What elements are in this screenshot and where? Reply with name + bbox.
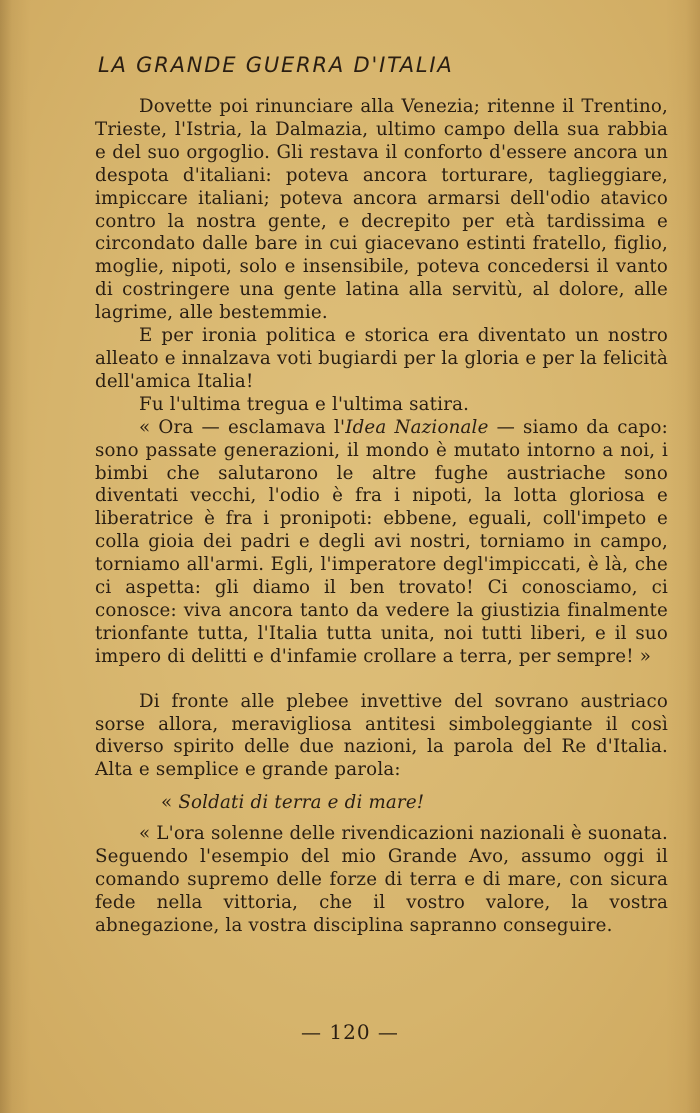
body-text bbox=[95, 96, 668, 938]
paragraph-2: E per ironia politica e storica era diventato un nostro alleato e innalzava voti bugiardi per la gloria e per la felicità dell'amica Italia! bbox=[95, 325, 668, 392]
proclamation-address bbox=[95, 792, 668, 815]
paragraph-1: Dovette poi rinunciare alla Venezia; ritenne il Trentino, Trieste, l'Istria, la Dalmazia, ultimo campo della sua rabbia e del suo orgoglio. Gli restava il conforto d'essere ancora un despota d'italiani: poteva ancora torturare, taglieggiare, impiccare italiani; poteva ancora armarsi dell'odio atavico contro la nostra gente, e decrepito per età tardissima e circondato dalle bare in cui giacevano estinti fratello, figlio, moglie, nipoti, solo e insensibile, poteva concedersi il vanto di costringere una gente latina alla servitù, al dolore, alle lagrime, alle bestemmie. bbox=[95, 96, 668, 324]
paragraph-3: Fu l'ultima tregua e l'ultima satira. bbox=[139, 393, 470, 415]
source-title: Idea Nazionale bbox=[345, 416, 489, 438]
page-number: — 120 — bbox=[301, 1020, 399, 1044]
address-quote-mark: « bbox=[161, 792, 179, 814]
address-text: Soldati di terra e di mare! bbox=[178, 792, 425, 814]
quotation-body: — siamo da capo: sono passate generazioni, il mondo è mutato intorno a noi, i bimbi che salutarono le altre fughe austriache sono diventati vecchi, l'odio è fra i nipoti, la lotta gloriosa e liberatrice è fra i pronipoti: ebbene, eguali, coll'impeto e colla gioia dei padri e degli avi nostri, torniamo in campo, torniamo all'armi. Egli, l'imperatore degl'impiccati, è là, che ci aspetta: gli diamo il ben trovato! Ci conosciamo, ci conosce: viva ancora tanto da vedere la giustizia finalmente trionfante tutta, l'Italia tutta unita, noi tutti liberi, e il suo impero di delitti e d'infamie crollare a terra, per sempre! » bbox=[95, 416, 668, 667]
quotation-opening: « Ora — esclamava l' bbox=[139, 416, 346, 438]
running-title: LA GRANDE GUERRA D'ITALIA bbox=[98, 53, 454, 77]
paragraph-proclamation: « L'ora solenne delle rivendicazioni nazionali è suonata. Seguendo l'esempio del mio Grande Avo, assumo oggi il comando supremo delle forze di terra e di mare, con sicura fede nella vittoria, che il vostro valore, la vostra abnegazione, la vostra disciplina sapranno conseguire. bbox=[95, 823, 668, 936]
paragraph-4-quotation bbox=[95, 417, 668, 669]
paragraph-5: Di fronte alle plebee invettive del sovrano austriaco sorse allora, meravigliosa antitesi simboleggiante il così diverso spirito delle due nazioni, la parola del Re d'Italia. Alta e semplice e grande parola: bbox=[95, 690, 668, 781]
